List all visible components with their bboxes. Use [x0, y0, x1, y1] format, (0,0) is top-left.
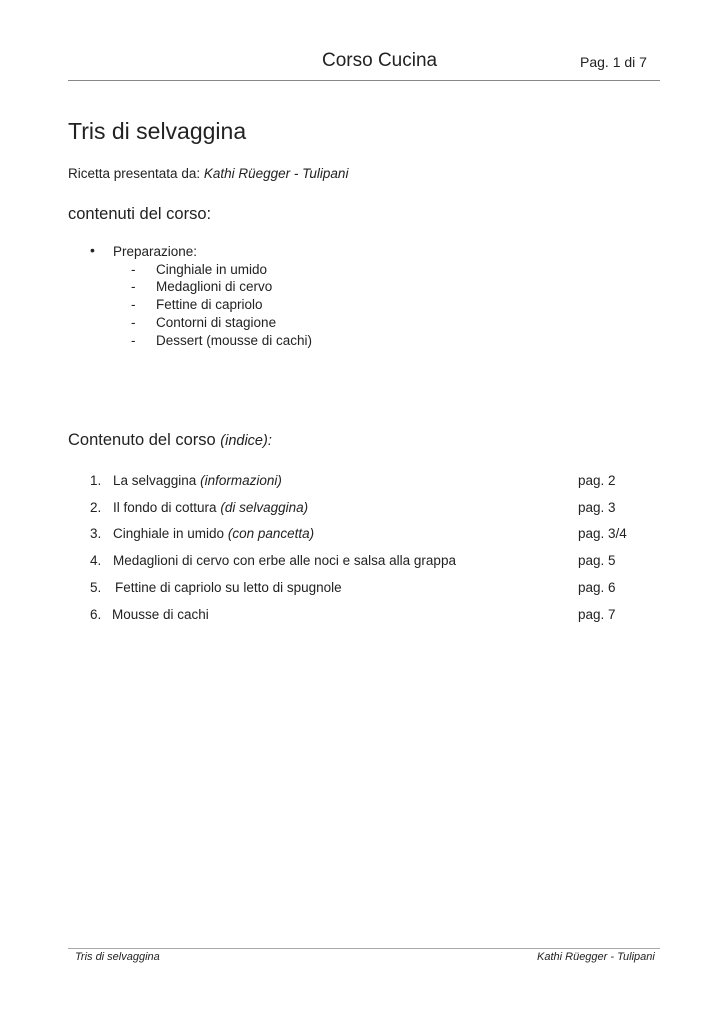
- bullet-label: Preparazione:: [113, 244, 198, 259]
- index-text: Fettine di capriolo su letto di spugnole: [115, 580, 342, 595]
- index-text: Mousse di cachi: [112, 607, 209, 622]
- index-row: [90, 607, 650, 625]
- index-heading-text: Contenuto del corso: [68, 431, 216, 449]
- index-page: pag. 7: [578, 607, 616, 622]
- index-heading-note: (indice):: [220, 433, 272, 449]
- list-item-text: Fettine di capriolo: [156, 297, 263, 312]
- index-note: (con pancetta): [227, 526, 315, 541]
- index-number: 4.: [90, 553, 102, 568]
- index-number: 2.: [90, 500, 102, 515]
- presenter-label: Ricetta presentata da:: [68, 166, 201, 181]
- index-page: pag. 6: [578, 580, 616, 595]
- dash-icon: -: [131, 297, 136, 312]
- index-number: 5.: [90, 580, 102, 595]
- index-row: [90, 553, 650, 571]
- index-number: 3.: [90, 526, 102, 541]
- dash-icon: -: [131, 262, 136, 277]
- list-item-text: Contorni di stagione: [156, 315, 277, 330]
- index-page: pag. 3/4: [578, 526, 627, 541]
- index-number: 1.: [90, 473, 102, 488]
- footer-divider: [68, 948, 660, 949]
- presenter-name: Kathi Rüegger - Tulipani: [203, 166, 349, 181]
- index-page: pag. 3: [578, 500, 616, 515]
- header-divider: [68, 80, 660, 81]
- list-item-text: Dessert (mousse di cachi): [156, 333, 313, 348]
- header-title: Corso Cucina: [322, 50, 438, 71]
- index-heading: [68, 431, 272, 450]
- footer-author: Kathi Rüegger - Tulipani: [537, 951, 655, 963]
- dash-icon: -: [131, 279, 136, 294]
- index-page: pag. 5: [578, 553, 616, 568]
- document-title: Tris di selvaggina: [68, 118, 247, 144]
- contents-heading: contenuti del corso:: [68, 205, 212, 223]
- footer-title: Tris di selvaggina: [75, 951, 160, 963]
- index-text: Il fondo di cottura: [113, 500, 217, 515]
- index-row: [90, 580, 650, 598]
- index-row: [90, 526, 650, 544]
- index-text: La selvaggina: [113, 473, 197, 488]
- index-note: (informazioni): [200, 473, 282, 488]
- bullet-icon: •: [90, 242, 95, 258]
- page-number: Pag. 1 di 7: [580, 54, 647, 70]
- index-row: [90, 473, 650, 491]
- index-page: pag. 2: [578, 473, 616, 488]
- index-note: (di selvaggina): [220, 500, 309, 515]
- index-row: [90, 500, 650, 518]
- list-item-text: Cinghiale in umido: [156, 262, 268, 277]
- dash-icon: -: [131, 315, 136, 330]
- list-item-text: Medaglioni di cervo: [156, 279, 273, 294]
- index-text: Cinghiale in umido: [113, 526, 225, 541]
- index-text: Medaglioni di cervo con erbe alle noci e salsa alla grappa: [113, 553, 456, 568]
- dash-icon: -: [131, 333, 136, 348]
- presenter-line: [68, 166, 348, 181]
- index-number: 6.: [90, 607, 102, 622]
